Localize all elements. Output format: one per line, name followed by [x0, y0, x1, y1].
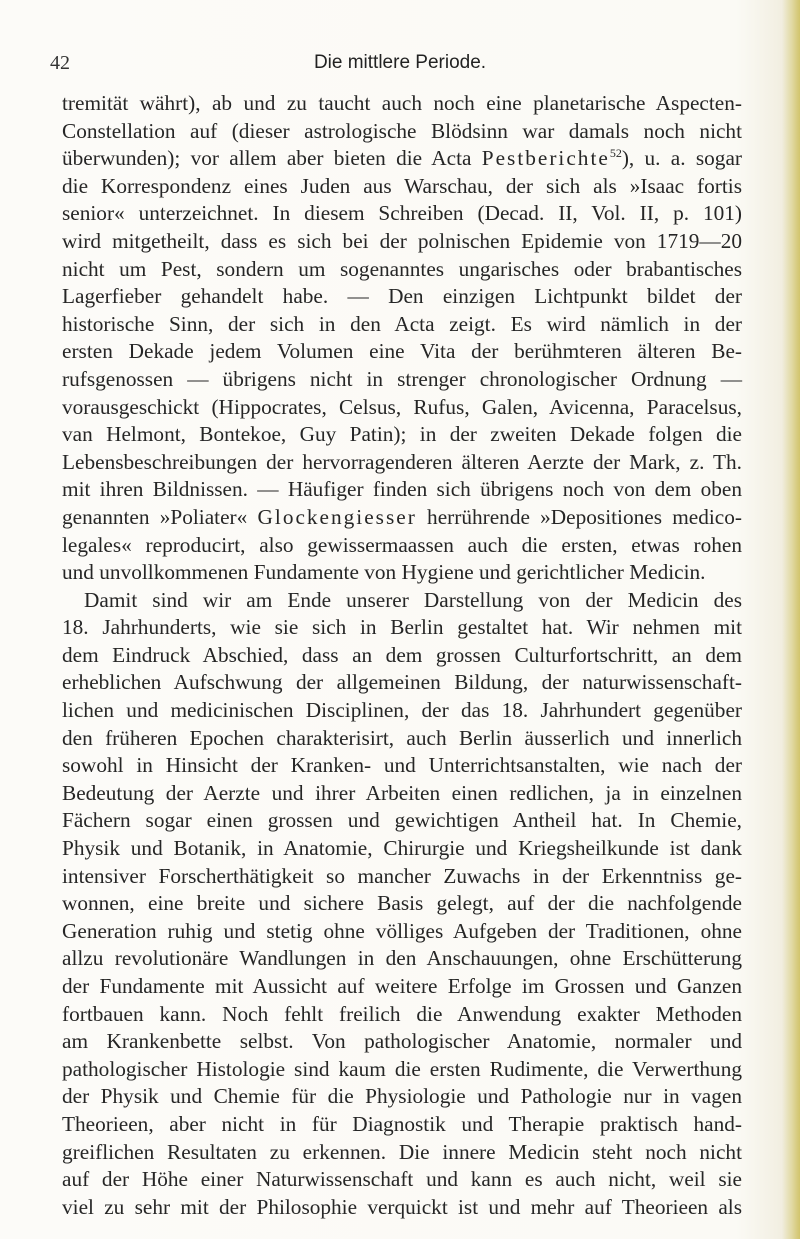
text-line: viel zu sehr mit der Philosophie verquickt ist und mehr auf Theorieen als	[62, 1194, 742, 1219]
text-line: Constellation auf (dieser astrologische Blödsinn war damals noch nicht	[62, 118, 742, 143]
text-line: dem Eindruck Abschied, dass an dem grossen Culturfortschritt, an dem	[62, 642, 742, 667]
page-edge-shadow	[782, 0, 800, 1239]
text-line: greiflichen Resultaten zu erkennen. Die innere Medicin steht noch nicht	[62, 1139, 742, 1164]
text-line: wird mitgetheilt, dass es sich bei der polnischen Epidemie von 1719—20	[62, 228, 742, 253]
text-line: und unvollkommenen Fundamente von Hygiene und gerichtlicher Medicin.	[62, 560, 706, 585]
running-title: Die mittlere Periode.	[313, 52, 487, 73]
text-line: Generation ruhig und stetig ohne völliges Aufgeben der Traditionen, ohne	[62, 918, 742, 943]
text-segment: genannten »Poliater«	[62, 504, 258, 529]
text-line: Theorieen, aber nicht in für Diagnostik und Therapie praktisch hand-	[62, 1111, 742, 1136]
text-line: Fächern sogar einen grossen und gewichtigen Antheil hat. In Chemie,	[62, 808, 742, 833]
text-line: den früheren Epochen charakterisirt, auch Berlin äusserlich und innerlich	[62, 725, 742, 750]
text-line: Lebensbeschreibungen der hervorragenderen älteren Aerzte der Mark, z. Th.	[62, 449, 742, 474]
text-line: legales« reproducirt, also gewissermaassen auch die ersten, etwas rohen	[62, 532, 742, 557]
text-line: intensiver Forscherthätigkeit so mancher Zuwachs in der Erkenntniss ge-	[62, 863, 742, 888]
text-line: erheblichen Aufschwung der allgemeinen Bildung, der naturwissenschaft-	[62, 670, 742, 695]
text-line: die Korrespondenz eines Juden aus Warschau, der sich als »Isaac fortis	[62, 173, 742, 198]
text-line: Physik und Botanik, in Anatomie, Chirurgie und Kriegsheilkunde ist dank	[62, 836, 742, 861]
text-line: der Fundamente mit Aussicht auf weitere Erfolge im Grossen und Ganzen	[62, 974, 742, 998]
emphasized-term: Pestberichte	[481, 146, 610, 171]
text-line: auf der Höhe einer Naturwissenschaft und kann es auch nicht, weil sie	[62, 1167, 742, 1192]
body-text	[62, 90, 742, 1221]
text-line: senior« unterzeichnet. In diesem Schreiben (Decad. II, Vol. II, p. 101)	[62, 201, 742, 226]
emphasized-term: Glockengiesser	[257, 504, 417, 529]
text-line: fortbauen kann. Noch fehlt freilich die Anwendung exakter Methoden	[62, 1001, 742, 1026]
text-segment: überwunden); vor allem aber bieten die Acta	[62, 146, 482, 171]
text-line: van Helmont, Bontekoe, Guy Patin); in der zweiten Dekade folgen die	[62, 422, 742, 447]
page-number: 42	[50, 52, 70, 74]
text-line: allzu revolutionäre Wandlungen in den Anschauungen, ohne Erschütterung	[62, 946, 742, 971]
text-line: sowohl in Hinsicht der Kranken- und Unterrichtsanstalten, wie nach der	[62, 753, 742, 778]
text-line: am Krankenbette selbst. Von pathologischer Anatomie, normaler und	[62, 1029, 742, 1054]
text-line: mit ihren Bildnissen. — Häufiger finden sich übrigens noch von dem oben	[62, 477, 742, 502]
text-line: 18. Jahrhunderts, wie sie sich in Berlin gestaltet hat. Wir nehmen mit	[62, 615, 742, 640]
text-line: Damit sind wir am Ende unserer Darstellung von der Medicin des	[84, 587, 742, 612]
text-line: vorausgeschickt (Hippocrates, Celsus, Rufus, Galen, Avicenna, Paracelsus,	[62, 394, 742, 419]
text-line	[62, 504, 742, 532]
text-line: Lagerfieber gehandelt habe. — Den einzigen Lichtpunkt bildet der	[62, 284, 742, 309]
text-line: rufsgenossen — übrigens nicht in strenger chronologischer Ordnung —	[62, 366, 742, 391]
text-line	[62, 145, 742, 173]
text-line: tremität währt), ab und zu taucht auch noch eine planetarische Aspecten-	[62, 91, 742, 115]
text-line: Bedeutung der Aerzte und ihrer Arbeiten einen redlichen, ja in einzelnen	[62, 780, 742, 805]
text-line: historische Sinn, der sich in den Acta zeigt. Es wird nämlich in der	[62, 311, 742, 336]
text-segment: herrührende »Depositiones medico-	[416, 504, 743, 529]
text-segment: ), u. a. sogar	[621, 146, 742, 171]
text-line: ersten Dekade jedem Volumen eine Vita der berühmteren älteren Be-	[62, 339, 742, 364]
footnote-reference: 52	[609, 146, 622, 161]
page-header	[0, 48, 800, 78]
text-line: wonnen, eine breite und sichere Basis gelegt, auf der die nachfolgende	[62, 891, 742, 916]
text-line: nicht um Pest, sondern um sogenanntes ungarisches oder brabantisches	[62, 256, 742, 281]
text-line: der Physik und Chemie für die Physiologie und Pathologie nur in vagen	[62, 1084, 742, 1109]
text-line: pathologischer Histologie sind kaum die ersten Rudimente, die Verwerthung	[62, 1056, 742, 1081]
text-line: lichen und medicinischen Disciplinen, der das 18. Jahrhundert gegenüber	[62, 698, 742, 723]
